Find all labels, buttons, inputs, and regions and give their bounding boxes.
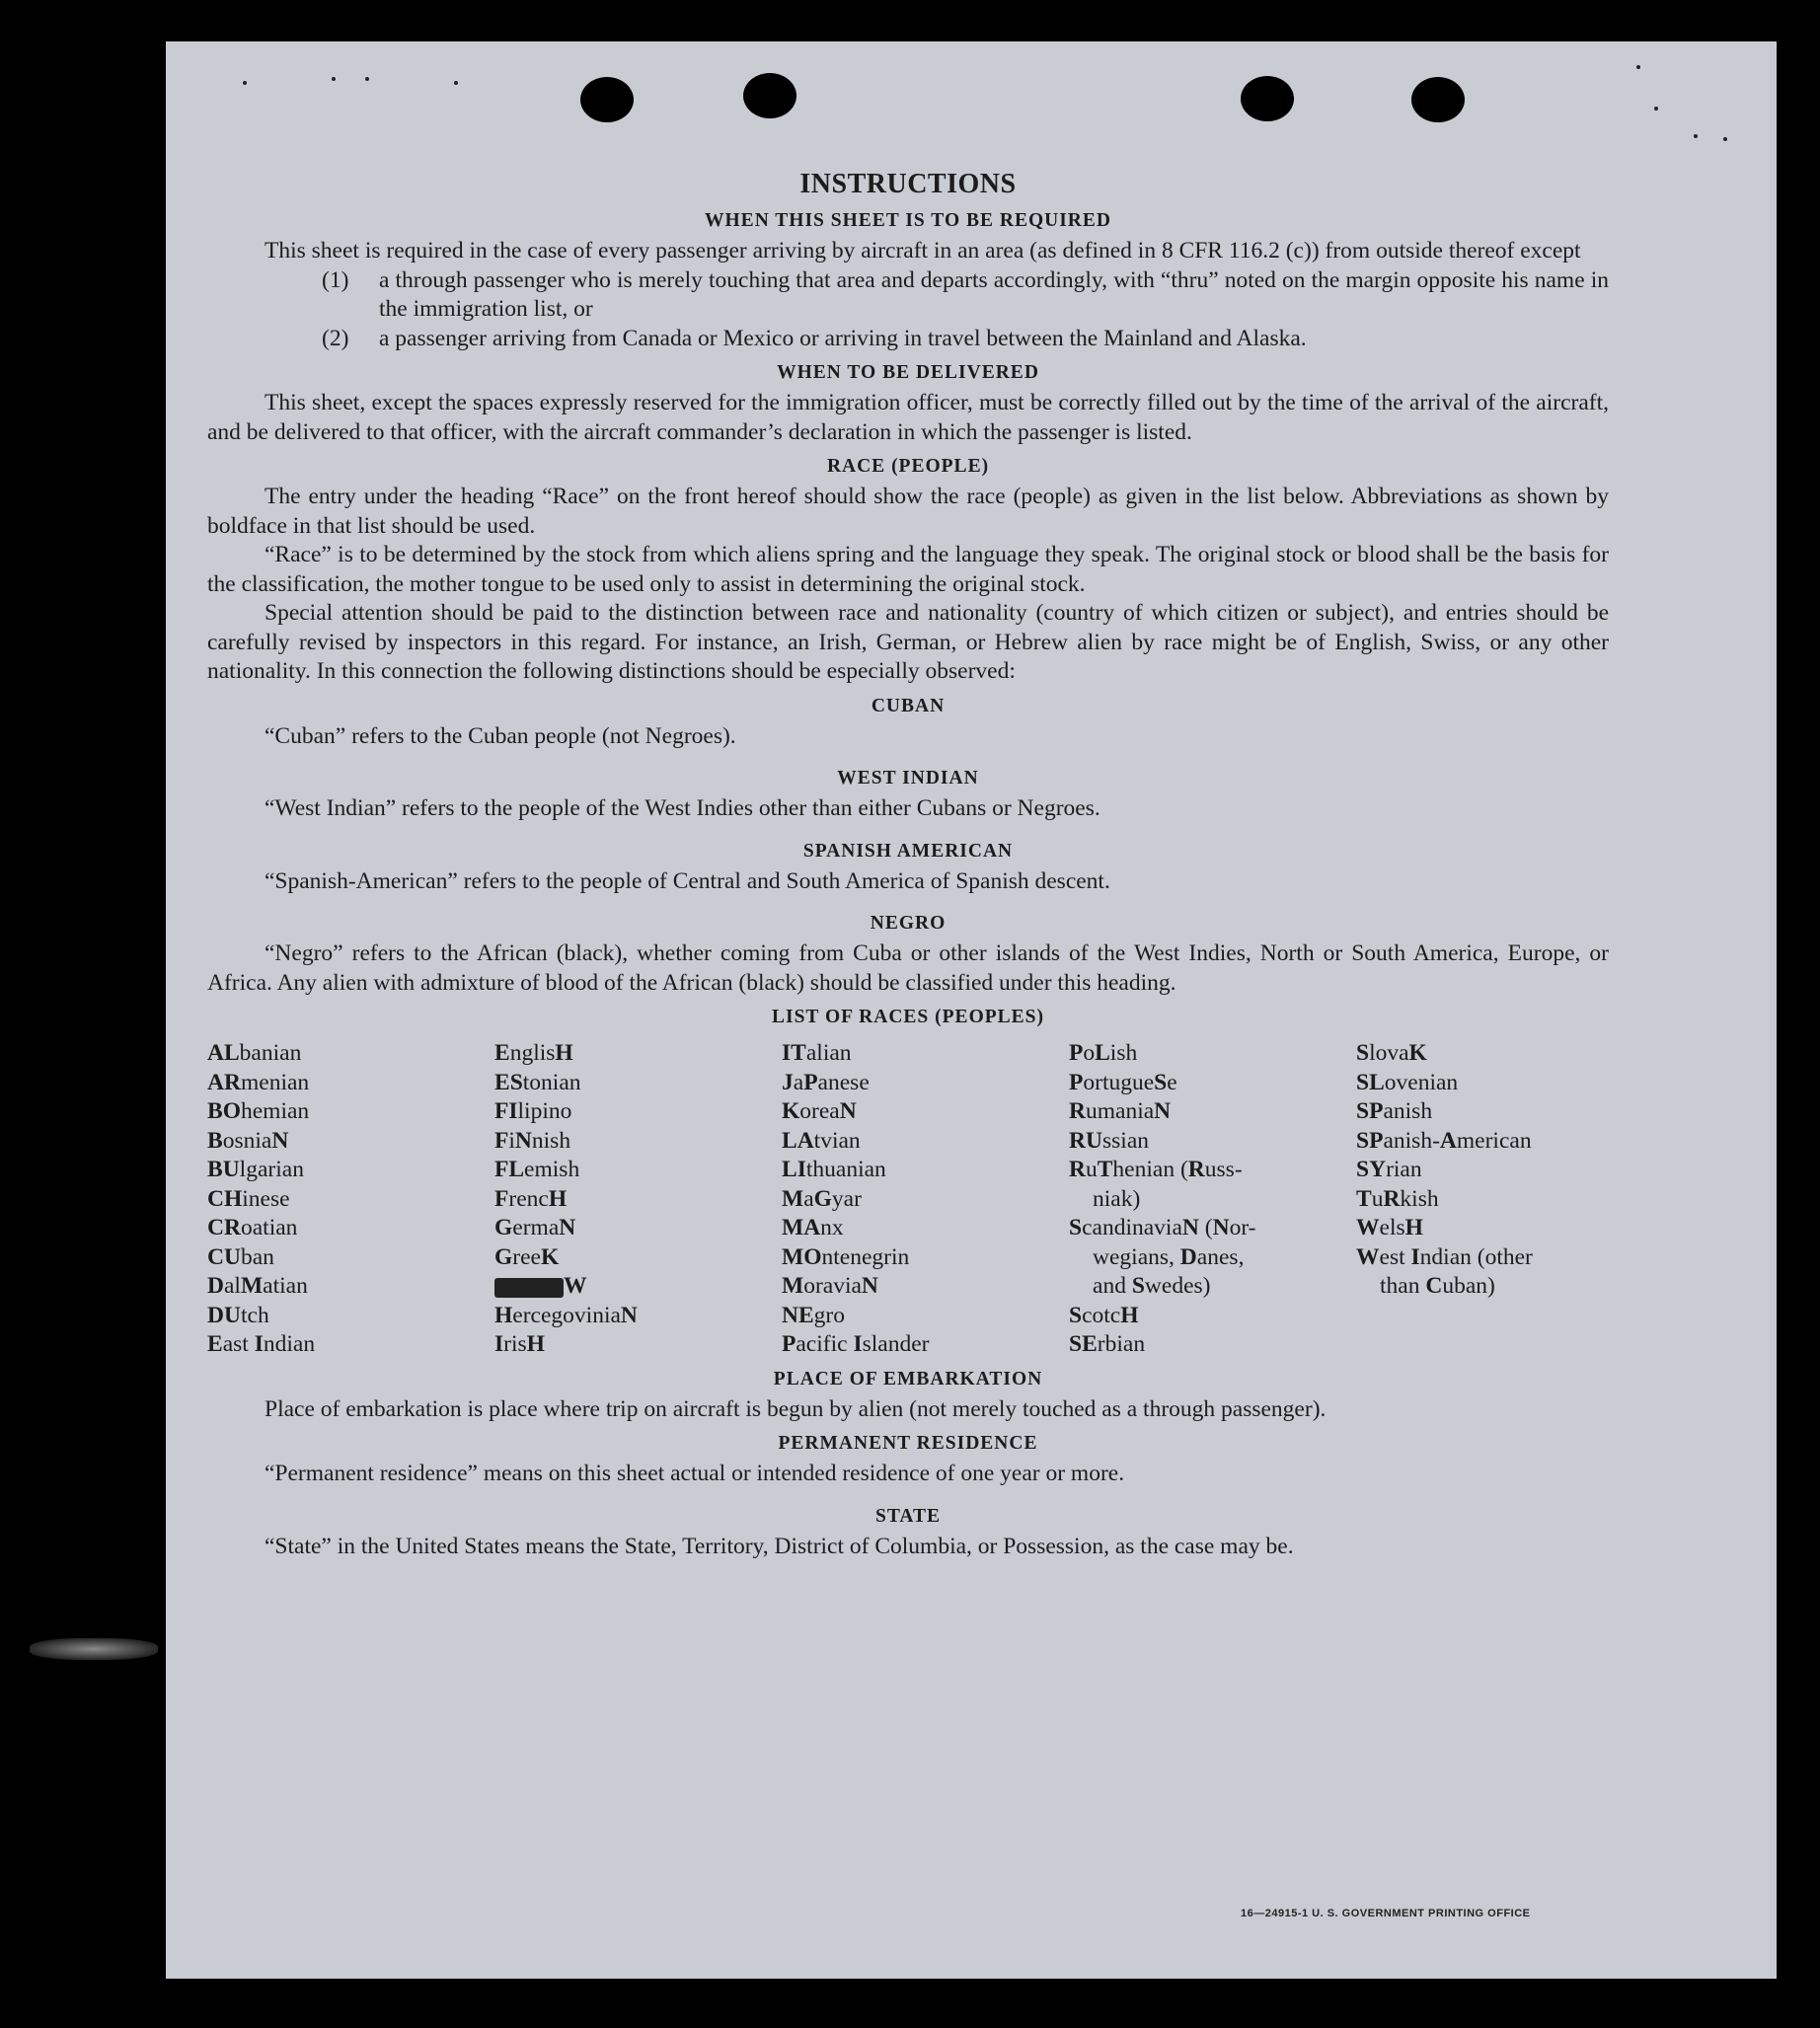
race-item: MoraviaN — [782, 1273, 878, 1299]
heading-when-required: WHEN THIS SHEET IS TO BE REQUIRED — [705, 210, 1111, 231]
race-item: SLovenian — [1356, 1069, 1459, 1095]
race-item: BOhemian — [207, 1098, 310, 1124]
spanish-american-text: “Spanish-American” refers to the people of Central and South America of Spanish descent. — [265, 867, 1110, 894]
exception-text: a through passenger who is merely touching that area and departs accordingly, with “thru” noted on the margin opposite his name in the immigration list, or — [379, 266, 1609, 322]
when-required-intro: This sheet is required in the case of every passenger arriving by aircraft in an area (as defined in 8 CFR 116.2 (c)) from outside thereof except — [265, 238, 1581, 263]
race-item: SYrian — [1356, 1157, 1422, 1182]
exception-number: (2) — [322, 325, 349, 351]
race-item: wegians, Danes, — [1093, 1243, 1245, 1270]
embarkation-text: Place of embarkation is place where trip on aircraft is begun by alien (not merely touched as a through passenger). — [265, 1395, 1327, 1422]
races-column-1 — [207, 1039, 494, 1360]
race-item: FLemish — [494, 1157, 580, 1182]
printing-office-imprint: 16—24915-1 U. S. GOVERNMENT PRINTING OFFICE — [1241, 1908, 1531, 1919]
speck — [1694, 134, 1698, 138]
race-item: RumaniaN — [1069, 1098, 1172, 1124]
race-item: niak) — [1093, 1185, 1141, 1212]
permanent-residence-text: “Permanent residence” means on this sheet actual or intended residence of one year or more. — [265, 1461, 1125, 1486]
race-item: CUban — [207, 1243, 274, 1270]
heading-list-of-races: LIST OF RACES (PEOPLES) — [771, 1007, 1044, 1027]
race-item: KoreaN — [782, 1098, 857, 1124]
race-item: and Swedes) — [1093, 1273, 1211, 1299]
heading-negro: NEGRO — [870, 913, 947, 934]
race-item: EStonian — [494, 1069, 581, 1095]
race-item: WelsH — [1356, 1215, 1423, 1240]
exception-number: (1) — [322, 266, 349, 293]
punch-hole — [1241, 76, 1294, 121]
race-item: ARmenian — [207, 1069, 310, 1095]
race-item: NEgro — [782, 1302, 845, 1328]
speck — [243, 81, 247, 85]
punch-hole — [580, 77, 634, 122]
race-item: SlovaK — [1356, 1040, 1427, 1066]
races-list — [207, 1039, 1609, 1360]
heading-embarkation: PLACE OF EMBARKATION — [773, 1368, 1043, 1390]
negro-text: “Negro” refers to the African (black), whether coming from Cuba or other islands of the West Indies, North or South America, Europe, or Africa. Any alien with admixture of blood of the African (black) should be classified under this heading. — [207, 940, 1609, 996]
race-item: West Indian (other — [1356, 1243, 1533, 1270]
race-item: SPanish — [1356, 1098, 1433, 1124]
race-item: CRoatian — [207, 1215, 298, 1240]
race-item: DUtch — [207, 1302, 269, 1328]
speck — [454, 81, 458, 85]
race-item: SPanish-American — [1356, 1127, 1532, 1154]
race-item: DalMatian — [207, 1273, 308, 1299]
heading-spanish-american: SPANISH AMERICAN — [802, 840, 1014, 862]
document-sheet — [166, 41, 1777, 1979]
edge-smudge — [30, 1638, 158, 1660]
heading-state: STATE — [874, 1505, 942, 1527]
race-item: ALbanian — [207, 1040, 302, 1066]
race-item: IrisH — [494, 1331, 545, 1357]
race-paragraph-2: “Race” is to be determined by the stock from which aliens spring and the language they speak. The original stock or blood shall be the basis for the classification, the mother tongue to be used only to assist in determining the original stock. — [207, 542, 1609, 597]
speck — [1636, 65, 1640, 69]
race-item: FIlipino — [494, 1098, 572, 1124]
race-item: than Cuban) — [1380, 1273, 1495, 1299]
speck — [1654, 107, 1658, 111]
race-item: MAnx — [782, 1215, 844, 1240]
race-item: EnglisH — [494, 1040, 573, 1066]
race-item: JaPanese — [782, 1069, 870, 1095]
race-item: PoLish — [1069, 1040, 1138, 1066]
race-item: ScotcH — [1069, 1302, 1139, 1328]
race-item: BUlgarian — [207, 1157, 304, 1182]
page-title: INSTRUCTIONS — [799, 169, 1017, 199]
speck — [365, 77, 369, 81]
punch-hole — [1411, 77, 1465, 122]
exception-item-2 — [322, 325, 1609, 354]
ink-blot — [494, 1278, 564, 1298]
cuban-text: “Cuban” refers to the Cuban people (not Negroes). — [265, 722, 736, 749]
speck — [1723, 137, 1727, 141]
punch-hole — [743, 73, 796, 118]
race-item: Pacific Islander — [782, 1331, 930, 1357]
race-item: MOntenegrin — [782, 1243, 910, 1270]
race-item: East Indian — [207, 1331, 316, 1357]
race-item: GermaN — [494, 1215, 576, 1240]
state-text: “State” in the United States means the State, Territory, District of Columbia, or Possession, as the case may be. — [265, 1533, 1294, 1559]
exception-item-1 — [322, 266, 1609, 325]
races-column-4 — [1069, 1039, 1356, 1360]
west-indian-text: “West Indian” refers to the people of the West Indies other than either Cubans or Negroes. — [265, 795, 1100, 821]
when-delivered-text: This sheet, except the spaces expressly reserved for the immigration officer, must be correctly filled out by the time of the arrival of the aircraft, and be delivered to that officer, with the aircraft commander’s declaration in which the passenger is listed. — [207, 390, 1609, 445]
race-item: PortugueSe — [1069, 1069, 1177, 1095]
heading-race: RACE (PEOPLE) — [826, 456, 990, 477]
race-item: RUssian — [1069, 1127, 1149, 1154]
races-column-3 — [782, 1039, 1069, 1360]
race-item: MaGyar — [782, 1185, 862, 1212]
race-item: SErbian — [1069, 1331, 1146, 1357]
race-item-struck: W — [494, 1272, 782, 1302]
race-item: LAtvian — [782, 1127, 861, 1154]
exception-text: a passenger arriving from Canada or Mexico or arriving in travel between the Mainland and Alaska. — [379, 325, 1307, 351]
race-paragraph-3: Special attention should be paid to the distinction between race and nationality (country of which citizen or subject), and entries should be carefully revised by inspectors in this regard. For instance, an Irish, German, or Hebrew alien by race might be of English, Swiss, or any other nationality. In this connection the following distinctions should be especially observed: — [207, 600, 1609, 684]
heading-cuban: CUBAN — [871, 695, 946, 716]
race-item: FiNnish — [494, 1127, 571, 1154]
race-item: CHinese — [207, 1185, 290, 1212]
heading-west-indian: WEST INDIAN — [837, 768, 979, 789]
race-item: GreeK — [494, 1243, 560, 1270]
race-item: ScandinaviaN (Nor- — [1069, 1215, 1256, 1240]
race-item: HercegoviniaN — [494, 1302, 638, 1328]
race-item: RuThenian (Russ- — [1069, 1157, 1243, 1182]
heading-when-delivered: WHEN TO BE DELIVERED — [777, 362, 1039, 383]
race-paragraph-1: The entry under the heading “Race” on the front hereof should show the race (people) as given in the list below. Abbreviations as shown by boldface in that list should be used. — [207, 484, 1609, 539]
race-item: TuRkish — [1356, 1185, 1439, 1212]
instructions-content — [207, 168, 1609, 1561]
races-column-2 — [494, 1039, 782, 1360]
speck — [332, 77, 336, 81]
heading-permanent-residence: PERMANENT RESIDENCE — [778, 1433, 1038, 1454]
race-item: ITalian — [782, 1040, 852, 1066]
races-column-5 — [1356, 1039, 1609, 1360]
race-item: LIthuanian — [782, 1157, 886, 1182]
race-item: FrencH — [494, 1185, 568, 1212]
race-item: BosniaN — [207, 1127, 289, 1154]
